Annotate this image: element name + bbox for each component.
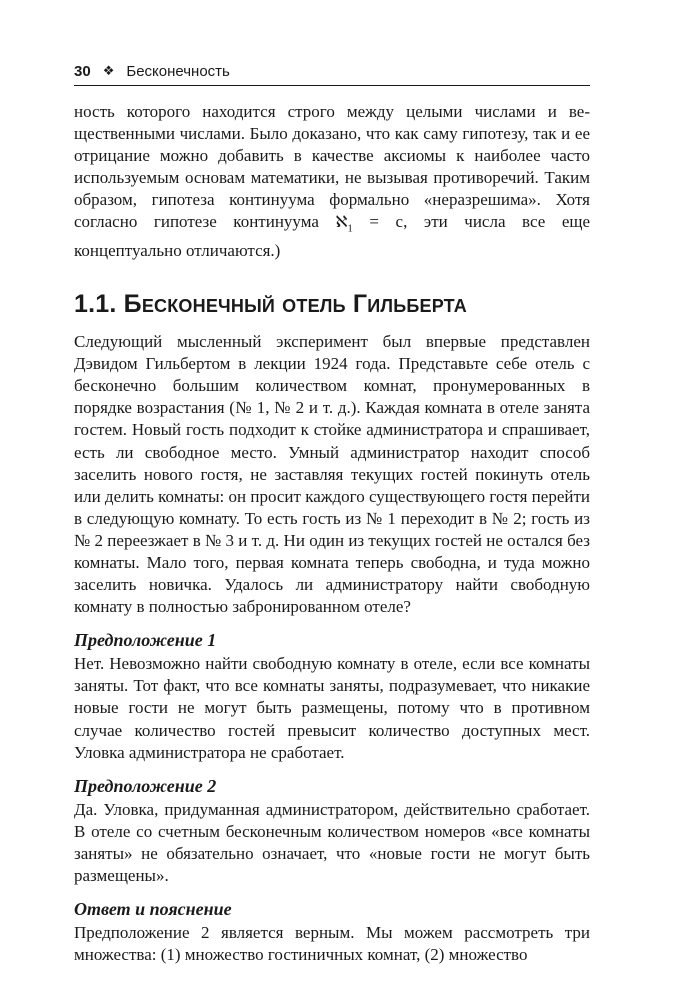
paragraph-hilbert-hotel: Следующий мысленный эксперимент был впервые представлен Дэвидом Гильбертом в лекции 1924 года. Представьте себе отель с бесконечно большим количеством комнат, пронумерованных в порядке возрастания (№ 1, № 2 и т. д.). Каждая комната в отеле занята гостем. Новый гость подходит к стойке администратора и спрашивает, есть ли свободное место. Умный администратор находит способ заселить нового гостя, не заставляя текущих гостей покинуть отель или делить комнаты: он просит каждого существующего гостя перейти в следующую комнату. То есть гость из № 1 переходит в № 2; гость из № 2 переезжает в № 3 и т. д. Ни один из текущих гостей не остался без комнаты. Мало того, первая комната теперь свободна, и туда можно заселить новичка. Удалось ли администратору найти свободную комнату в полностью забронированном отеле? xyxy=(74,332,590,617)
page-number: 30 xyxy=(74,62,91,80)
intro-text-before: ность которого находится строго между целыми числами и вещественными числами. Было доказано, что как саму гипотезу, так и ее отрицание можно добавить в качестве аксиомы к наиболее часто используемым основам математики, не вызывая противоречий. Таким образом, гипотеза континуума формально «неразрешима». Хотя согласно гипотезе континуума xyxy=(74,102,590,232)
equals-c: = c, xyxy=(352,212,408,232)
intro-text-after: эти числа все еще концептуально отличаются.) xyxy=(74,212,591,260)
section-title: Бесконечный отель Гильберта xyxy=(123,290,467,319)
header-rule xyxy=(74,85,590,86)
answer-heading: Ответ и пояснение xyxy=(74,899,232,920)
assumption-2-text: Да. Уловка, придуманная администратором, действительно сработает. В отеле со счетным бесконечным количеством номеров «все комнаты заняты» не обязательно означает, что «новые гости не могут быть размещены». xyxy=(74,799,590,886)
intro-paragraph xyxy=(74,101,590,262)
running-header xyxy=(74,58,590,84)
section-number: 1.1. xyxy=(74,290,117,319)
aleph-subscript: 1 xyxy=(347,222,353,235)
assumption-2-heading: Предположение 2 xyxy=(74,775,217,796)
section-heading xyxy=(74,289,590,319)
four-diamond-ornament-icon: ❖ xyxy=(102,63,115,78)
assumption-1-heading: Предположение 1 xyxy=(74,630,217,651)
assumption-1-text: Нет. Невозможно найти свободную комнату в отеле, если все комнаты заняты. Тот факт, что все комнаты заняты, подразумевает, что никакие новые гости не могут быть размещены, потому что в противном случае количество гостей превысит количество доступных мест. Уловка администратора не сработает. xyxy=(74,654,590,762)
book-page xyxy=(74,58,590,966)
answer-text: Предположение 2 является верным. Мы можем рассмотреть три множества: (1) множество гостиничных комнат, (2) множество xyxy=(74,923,590,965)
running-title: Бесконечность xyxy=(126,62,230,80)
aleph-symbol: ℵ xyxy=(335,212,348,232)
